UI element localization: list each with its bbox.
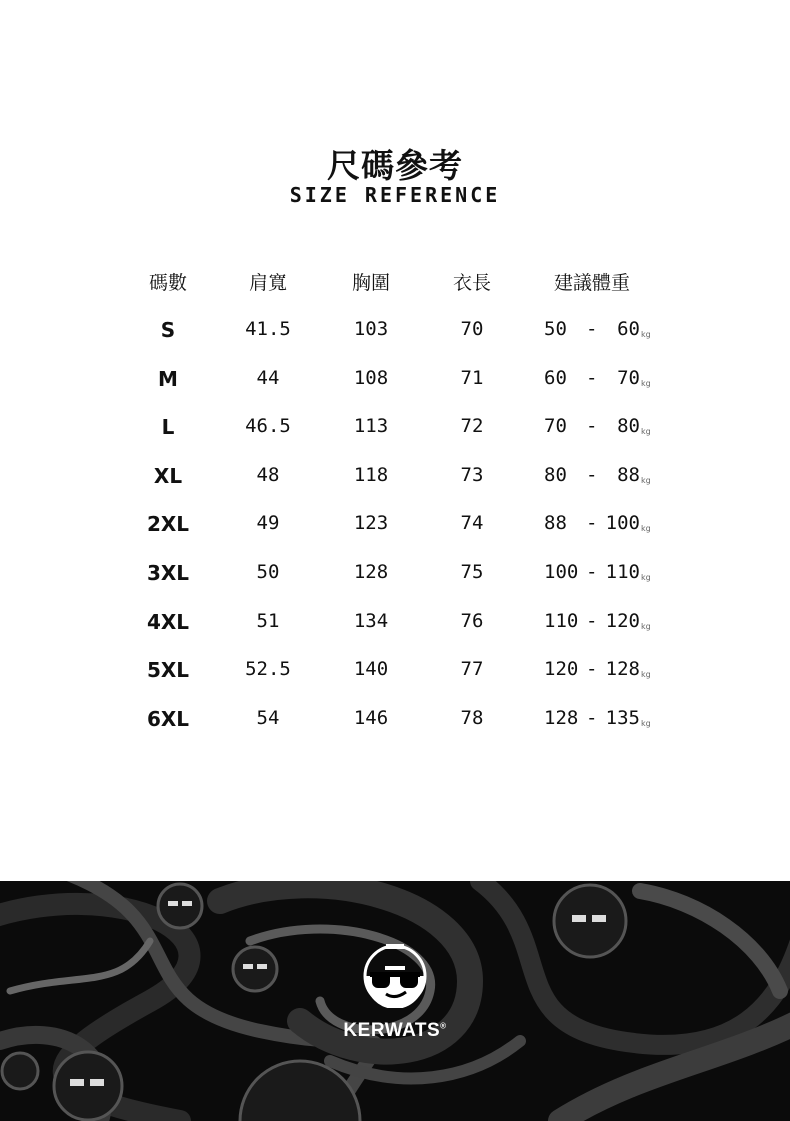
shoulder-cell: 49 [256,512,280,535]
weight-dash: - [586,512,598,535]
weight-max-cell: 100 [605,512,640,535]
chest-cell: 118 [353,463,389,486]
size-cell: 3XL [146,561,190,585]
shoulder-cell: 51 [256,609,280,632]
size-cell: 4XL [146,609,190,634]
weight-max-cell: 120 [605,609,640,632]
unit-label: kg [641,475,651,485]
page-title-zh: 尺碼參考 [327,146,463,185]
shoulder-cell: 48 [256,463,280,486]
weight-dash: - [586,609,598,632]
size-cell: 5XL [146,658,190,683]
unit-label: kg [641,718,651,728]
chest-cell: 140 [353,658,389,681]
length-cell: 74 [460,512,484,535]
weight-min-cell: 50 [544,318,567,340]
weight-max-cell: 135 [605,706,640,729]
header-length: 衣長 [452,272,492,294]
length-cell: 72 [460,415,484,438]
unit-label: kg [641,330,651,339]
header-chest: 胸圍 [351,272,391,294]
table-row [0,561,790,591]
weight-dash: - [586,415,598,438]
length-cell: 70 [460,318,484,340]
chest-cell: 108 [353,366,389,389]
chest-cell: 128 [353,561,389,583]
table-row [0,707,790,737]
shoulder-cell: 54 [256,706,280,729]
weight-min-cell: 120 [544,658,579,681]
weight-min-cell: 128 [544,706,579,729]
table-row [0,512,790,542]
size-cell: 6XL [146,706,190,731]
unit-label: kg [641,573,651,582]
length-cell: 75 [460,561,484,583]
weight-dash: - [586,561,598,583]
size-cell: 2XL [146,512,190,537]
length-cell: 76 [460,609,484,632]
shoulder-cell: 41.5 [245,318,291,340]
weight-max-cell: 70 [617,366,640,389]
table-row [0,415,790,445]
length-cell: 78 [460,706,484,729]
table-row [0,610,790,640]
brand-name: KERWATS® [343,1020,447,1041]
weight-max-cell: 60 [617,318,640,340]
chest-cell: 103 [353,318,389,340]
chest-cell: 134 [353,609,389,632]
table-row [0,658,790,688]
unit-label: kg [641,378,651,388]
unit-label: kg [641,670,651,680]
header-weight: 建議體重 [553,272,631,294]
weight-max-cell: 110 [605,561,640,583]
size-cell: L [161,415,175,440]
page-title-en: SIZE REFERENCE [289,183,501,207]
face-sunglasses-icon [360,938,430,1008]
weight-dash: - [586,318,598,340]
weight-min-cell: 88 [544,512,567,535]
weight-min-cell: 80 [544,463,567,486]
weight-max-cell: 128 [605,658,640,681]
weight-min-cell: 60 [544,366,567,389]
unit-label: kg [641,621,651,631]
size-cell: XL [153,463,183,488]
weight-min-cell: 100 [544,561,579,583]
weight-dash: - [586,706,598,729]
chest-cell: 113 [353,415,389,438]
header-shoulder: 肩寬 [248,272,288,294]
size-cell: M [158,366,178,391]
brand-banner [0,881,790,1121]
weight-max-cell: 88 [617,463,640,486]
shoulder-cell: 44 [256,366,280,389]
unit-label: kg [641,524,651,534]
shoulder-cell: 50 [256,561,280,583]
length-cell: 77 [460,658,484,681]
size-cell: S [160,318,176,342]
table-row [0,464,790,494]
weight-max-cell: 80 [617,415,640,438]
weight-dash: - [586,463,598,486]
registered-mark: ® [440,1021,447,1031]
length-cell: 73 [460,463,484,486]
chest-cell: 123 [353,512,389,535]
unit-label: kg [641,427,651,437]
weight-min-cell: 110 [544,609,579,632]
weight-dash: - [586,366,598,389]
weight-min-cell: 70 [544,415,567,438]
shoulder-cell: 52.5 [245,658,291,681]
table-header [0,268,790,296]
length-cell: 71 [460,366,484,389]
shoulder-cell: 46.5 [245,415,291,438]
header-size: 碼數 [148,272,188,294]
chest-cell: 146 [353,706,389,729]
table-row [0,367,790,397]
table-row [0,318,790,348]
weight-dash: - [586,658,598,681]
